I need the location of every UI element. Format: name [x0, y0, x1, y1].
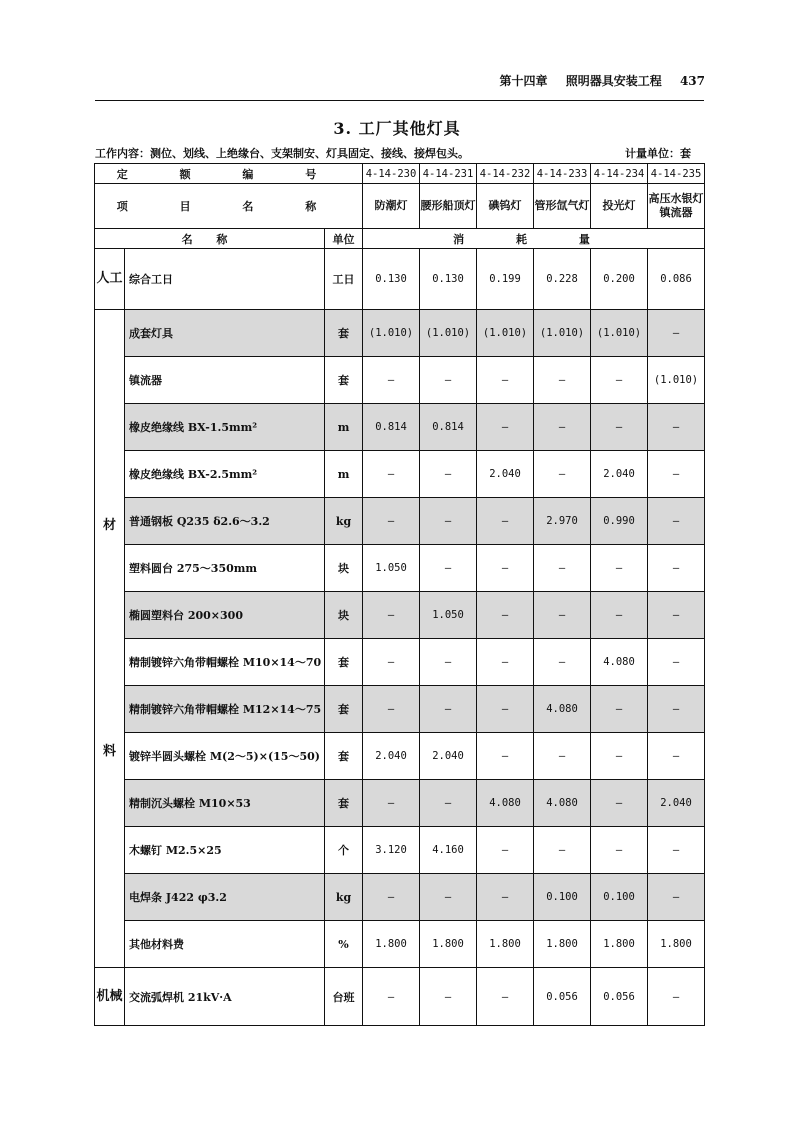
consumption-value: 0.814 — [363, 404, 420, 451]
consumption-value: 1.800 — [420, 921, 477, 968]
quota-code: 4-14-235 — [648, 164, 705, 184]
consumption-value: 0.130 — [420, 249, 477, 310]
category-material-bottom: 料 — [102, 743, 116, 759]
consumption-value: — — [420, 639, 477, 686]
resource-name: 其他材料费 — [125, 921, 325, 968]
resource-name: 成套灯具 — [125, 310, 325, 357]
material-row — [95, 827, 705, 874]
item-name: 高压水银灯镇流器 — [648, 184, 705, 229]
consumption-value: 4.160 — [420, 827, 477, 874]
consumption-value: — — [363, 592, 420, 639]
consumption-value: — — [648, 404, 705, 451]
consumption-value: — — [591, 780, 648, 827]
column-header-row — [95, 229, 705, 249]
consumption-value: 0.199 — [477, 249, 534, 310]
item-name: 碘钨灯 — [477, 184, 534, 229]
quota-code: 4-14-230 — [363, 164, 420, 184]
item-name-row — [95, 184, 705, 229]
resource-name: 电焊条 J422 φ3.2 — [125, 874, 325, 921]
consumption-value: — — [420, 874, 477, 921]
consumption-value: — — [591, 592, 648, 639]
consumption-value: — — [477, 404, 534, 451]
resource-unit: 套 — [325, 310, 363, 357]
consumption-value: 0.056 — [591, 968, 648, 1026]
consumption-value: 2.040 — [363, 733, 420, 780]
item-name: 管形氙气灯 — [534, 184, 591, 229]
consumption-value: (1.010) — [534, 310, 591, 357]
material-row — [95, 592, 705, 639]
work-content: 工作内容：测位、划线、上绝缘台、支架制安、灯具固定、接线、接焊包头。 — [95, 147, 469, 160]
item-name: 投光灯 — [591, 184, 648, 229]
consumption-value: 1.800 — [648, 921, 705, 968]
consumption-value: 1.050 — [420, 592, 477, 639]
consumption-value: — — [591, 827, 648, 874]
consumption-value: — — [363, 874, 420, 921]
item-name: 腰形船顶灯 — [420, 184, 477, 229]
consumption-value: — — [477, 639, 534, 686]
material-row — [95, 639, 705, 686]
item-name-label: 项 目 名 称 — [95, 184, 363, 229]
resource-name: 塑料圆台 275～350mm — [125, 545, 325, 592]
page-number: 437 — [679, 74, 705, 88]
consumption-value: 0.990 — [591, 498, 648, 545]
consumption-value: 1.800 — [477, 921, 534, 968]
consumption-value: 3.120 — [363, 827, 420, 874]
consumption-value: — — [363, 639, 420, 686]
consumption-value: 0.100 — [534, 874, 591, 921]
material-row — [95, 686, 705, 733]
consumption-value: — — [363, 357, 420, 404]
consumption-value: — — [648, 592, 705, 639]
material-row — [95, 404, 705, 451]
resource-unit: m — [325, 404, 363, 451]
consumption-value: — — [534, 451, 591, 498]
consumption-value: 1.800 — [591, 921, 648, 968]
quota-code-row — [95, 164, 705, 184]
consumption-value: 2.040 — [477, 451, 534, 498]
consumption-value: 4.080 — [591, 639, 648, 686]
category-material — [95, 310, 125, 968]
consumption-value: — — [648, 639, 705, 686]
consumption-value: — — [420, 451, 477, 498]
consumption-value: (1.010) — [477, 310, 534, 357]
resource-name: 精制镀锌六角带帽螺栓 M10×14～70 — [125, 639, 325, 686]
resource-name: 橡皮绝缘线 BX-1.5mm² — [125, 404, 325, 451]
consumption-value: 2.040 — [591, 451, 648, 498]
consumption-value: — — [477, 592, 534, 639]
resource-unit: 套 — [325, 780, 363, 827]
resource-name: 镇流器 — [125, 357, 325, 404]
resource-name: 交流弧焊机 21kV·A — [125, 968, 325, 1026]
measurement-unit: 计量单位：套 — [625, 147, 691, 160]
quota-code-label: 定 额 编 号 — [95, 164, 363, 184]
consumption-value: 1.800 — [363, 921, 420, 968]
chapter-title: 照明器具安装工程 — [565, 74, 662, 88]
resource-unit: 台班 — [325, 968, 363, 1026]
resource-name: 木螺钉 M2.5×25 — [125, 827, 325, 874]
consumption-value: — — [363, 968, 420, 1026]
consumption-value: — — [591, 686, 648, 733]
consumption-value: — — [363, 780, 420, 827]
quota-code: 4-14-234 — [591, 164, 648, 184]
consumption-value: — — [420, 498, 477, 545]
consumption-value: — — [477, 733, 534, 780]
consumption-value: — — [648, 686, 705, 733]
consumption-value: — — [420, 780, 477, 827]
consumption-value: 4.080 — [534, 780, 591, 827]
consumption-value: 0.100 — [591, 874, 648, 921]
consumption-value: 0.814 — [420, 404, 477, 451]
consumption-value: — — [534, 639, 591, 686]
material-row — [95, 310, 705, 357]
consumption-value: — — [477, 874, 534, 921]
consumption-value: — — [591, 733, 648, 780]
consumption-value: — — [648, 310, 705, 357]
item-name: 防潮灯 — [363, 184, 420, 229]
consumption-value: 1.800 — [534, 921, 591, 968]
consumption-value: — — [648, 545, 705, 592]
consumption-value: — — [534, 592, 591, 639]
consumption-value: — — [534, 733, 591, 780]
resource-unit: 块 — [325, 545, 363, 592]
consumption-value: 2.040 — [648, 780, 705, 827]
machine-row — [95, 968, 705, 1026]
resource-unit: 套 — [325, 357, 363, 404]
consumption-value: — — [648, 827, 705, 874]
resource-name: 综合工日 — [125, 249, 325, 310]
consumption-value: — — [420, 686, 477, 733]
resource-unit: 块 — [325, 592, 363, 639]
consumption-value: 4.080 — [477, 780, 534, 827]
consumption-value: — — [363, 498, 420, 545]
consumption-value: 0.200 — [591, 249, 648, 310]
column-name-header: 名 称 — [95, 229, 325, 249]
material-row — [95, 498, 705, 545]
consumption-value: 2.040 — [420, 733, 477, 780]
consumption-value: — — [363, 451, 420, 498]
running-header — [95, 72, 705, 94]
consumption-value: (1.010) — [420, 310, 477, 357]
consumption-value: — — [477, 545, 534, 592]
consumption-value: (1.010) — [591, 310, 648, 357]
resource-name: 椭圆塑料台 200×300 — [125, 592, 325, 639]
column-consumption-header: 消 耗 量 — [363, 229, 705, 249]
material-row — [95, 357, 705, 404]
consumption-value: — — [477, 968, 534, 1026]
consumption-value: 2.970 — [534, 498, 591, 545]
consumption-value: 4.080 — [534, 686, 591, 733]
material-row — [95, 545, 705, 592]
consumption-value: — — [534, 404, 591, 451]
section-title: 3. 工厂其他灯具 — [333, 119, 461, 138]
resource-name: 精制镀锌六角带帽螺栓 M12×14～75 — [125, 686, 325, 733]
consumption-value: 0.130 — [363, 249, 420, 310]
consumption-value: — — [648, 874, 705, 921]
resource-name: 橡皮绝缘线 BX-2.5mm² — [125, 451, 325, 498]
consumption-value: — — [477, 357, 534, 404]
consumption-value: — — [420, 357, 477, 404]
quota-code: 4-14-233 — [534, 164, 591, 184]
consumption-value: — — [534, 827, 591, 874]
resource-name: 精制沉头螺栓 M10×53 — [125, 780, 325, 827]
consumption-value: (1.010) — [648, 357, 705, 404]
consumption-value: — — [648, 968, 705, 1026]
category-material-top: 材 — [102, 517, 116, 533]
resource-unit: 套 — [325, 686, 363, 733]
resource-name: 镀锌半圆头螺栓 M(2～5)×(15～50) — [125, 733, 325, 780]
consumption-value: 0.086 — [648, 249, 705, 310]
quota-table — [94, 163, 705, 1026]
column-unit-header: 单位 — [325, 229, 363, 249]
quota-code: 4-14-231 — [420, 164, 477, 184]
resource-unit: m — [325, 451, 363, 498]
consumption-value: — — [534, 545, 591, 592]
consumption-value: — — [477, 827, 534, 874]
resource-unit: 套 — [325, 733, 363, 780]
consumption-value: — — [477, 498, 534, 545]
material-row — [95, 874, 705, 921]
consumption-value: — — [420, 968, 477, 1026]
consumption-value: — — [477, 686, 534, 733]
resource-name: 普通钢板 Q235 δ2.6～3.2 — [125, 498, 325, 545]
material-row — [95, 921, 705, 968]
category-labor: 人工 — [95, 249, 125, 310]
resource-unit: 工日 — [325, 249, 363, 310]
category-machine: 机械 — [95, 968, 125, 1026]
consumption-value: — — [420, 545, 477, 592]
material-row — [95, 733, 705, 780]
consumption-value: 0.056 — [534, 968, 591, 1026]
consumption-value: 0.228 — [534, 249, 591, 310]
consumption-value: — — [648, 451, 705, 498]
resource-unit: % — [325, 921, 363, 968]
consumption-value: — — [534, 357, 591, 404]
resource-unit: kg — [325, 498, 363, 545]
resource-unit: kg — [325, 874, 363, 921]
consumption-value: 1.050 — [363, 545, 420, 592]
consumption-value: — — [648, 733, 705, 780]
resource-unit: 个 — [325, 827, 363, 874]
consumption-value: — — [591, 404, 648, 451]
consumption-value: — — [591, 545, 648, 592]
work-content-line — [95, 145, 705, 161]
chapter-number: 第十四章 — [499, 74, 548, 88]
quota-code: 4-14-232 — [477, 164, 534, 184]
resource-unit: 套 — [325, 639, 363, 686]
consumption-value: — — [363, 686, 420, 733]
consumption-value: (1.010) — [363, 310, 420, 357]
material-row — [95, 780, 705, 827]
consumption-value: — — [591, 357, 648, 404]
consumption-value: — — [648, 498, 705, 545]
material-row — [95, 451, 705, 498]
labor-row — [95, 249, 705, 310]
header-rule — [95, 100, 704, 101]
